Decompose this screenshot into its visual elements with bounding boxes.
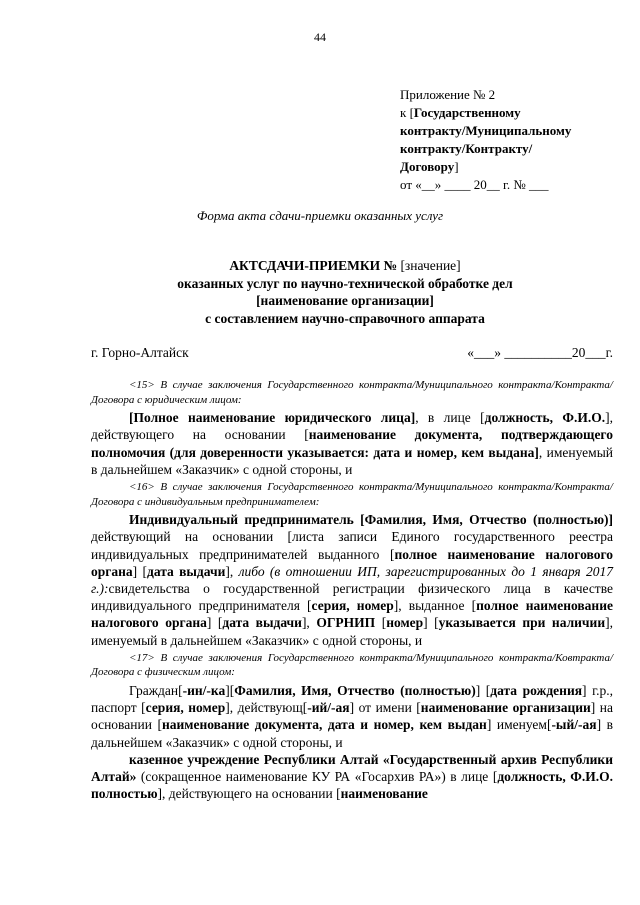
text-italic: либо (в отношении ИП, зарегистрированных до 1 января 2017 г.): bbox=[91, 563, 613, 596]
text-bold: -ий/-ая bbox=[307, 700, 350, 716]
paragraph-archive bbox=[91, 751, 613, 803]
title-line bbox=[80, 257, 610, 275]
text: ] [ bbox=[132, 563, 147, 579]
title-line: оказанных услуг по научно-технической обработке дел bbox=[177, 275, 513, 291]
appendix-line bbox=[400, 158, 615, 176]
text: ] [ bbox=[206, 615, 223, 631]
text-bold: -ый/-ая bbox=[551, 717, 597, 733]
appendix-text: к [ bbox=[400, 105, 414, 120]
text-bold: ОГРНИП bbox=[316, 615, 376, 631]
appendix-date-line: от «__» ____ 20__ г. № ___ bbox=[400, 177, 549, 192]
text-bold: серия, номер bbox=[145, 700, 226, 716]
text-bold: наименование документа, дата и номер, кем выдан bbox=[161, 717, 487, 733]
place: г. Горно-Алтайск bbox=[91, 345, 189, 360]
text: ], выданное [ bbox=[393, 598, 477, 614]
text: ] в дальнейшем «Заказчик» с одной стороны, и bbox=[91, 717, 613, 750]
text: ], именуемый в дальнейшем «Заказчик» с одной стороны, и bbox=[91, 615, 613, 648]
appendix-text: ] bbox=[454, 159, 459, 174]
text-bold: [Полное наименование юридического лица] bbox=[129, 410, 416, 426]
paragraph-legal-entity bbox=[91, 409, 613, 478]
footnote-15: <15> В случае заключения Государственного контракта/Муниципального контракта/Контракта/Договора с юридическим лицом: bbox=[91, 379, 613, 406]
text-bold: полное наименование налогового органа bbox=[91, 598, 613, 631]
text: [ bbox=[375, 615, 387, 631]
text: ], действующего на основании [ bbox=[91, 410, 613, 443]
appendix-line bbox=[400, 104, 615, 122]
appendix-bold-text: контракту/Контракту/ bbox=[400, 141, 533, 156]
text: ] именуем[ bbox=[486, 717, 552, 733]
title-text: АКТСДАЧИ-ПРИЕМКИ № bbox=[229, 258, 401, 273]
text: ], действующ[ bbox=[225, 700, 308, 716]
text-bold: дата выдачи bbox=[222, 615, 302, 631]
title-line: с составлением научно-справочного аппарата bbox=[205, 310, 485, 326]
text: ][ bbox=[225, 683, 235, 698]
text-bold: серия, номер bbox=[311, 598, 394, 614]
text: ] [ bbox=[423, 615, 439, 631]
footnote-17: <17> В случае заключения Государственного контракта/Муниципального контракта/Ковтракта/Договора с физическим лицом: bbox=[91, 651, 613, 679]
page-number: 44 bbox=[314, 30, 326, 44]
appendix-bold-text: Государственному bbox=[413, 105, 521, 120]
text-bold: Фамилия, Имя, Отчество (полностью) bbox=[234, 683, 476, 698]
appendix-bold-text: контракту/Муниципальному bbox=[400, 123, 572, 138]
text-bold: полное наименование налогового органа bbox=[91, 546, 613, 579]
text: ], bbox=[301, 615, 317, 631]
paragraph-individual bbox=[91, 682, 613, 751]
text-bold: наименование документа, подтверждающего полномочия (для доверенности указывается: дата и номер, кем выдана] bbox=[91, 427, 613, 460]
text: действующий на основании [листа записи Единого государственного реестра индивидуальных предпринимателей выданного [ bbox=[91, 529, 613, 562]
text: ], действующего на основании [ bbox=[157, 786, 341, 802]
text: Граждан[ bbox=[129, 683, 183, 698]
appendix-line bbox=[400, 122, 615, 140]
document-body bbox=[91, 378, 613, 802]
appendix-line bbox=[400, 140, 615, 158]
text-bold: указывается при наличии bbox=[438, 615, 606, 631]
text-bold: казенное учреждение Республики Алтай «Государственный архив Республики Алтай» bbox=[91, 751, 613, 785]
text: ] г.р., паспорт [ bbox=[91, 683, 613, 716]
act-title bbox=[80, 257, 610, 327]
text-bold: дата рождения bbox=[490, 683, 583, 698]
footnote-16: <16> В случае заключения Государственного контракта/Муниципального контракта/Контракта/Договора с индивидуальным предпринимателем: bbox=[91, 481, 613, 508]
text-bold: наименование организации bbox=[420, 700, 591, 716]
text-bold: должность, Ф.И.О. bbox=[484, 410, 606, 426]
text: ] на основании [ bbox=[91, 700, 613, 733]
place-date-line bbox=[91, 345, 613, 361]
title-placeholder: [значение] bbox=[400, 258, 461, 273]
appendix-bold-text: Договору bbox=[400, 159, 455, 174]
text-bold: наименование bbox=[340, 786, 428, 802]
paragraph-entrepreneur bbox=[91, 511, 613, 649]
act-date: «___» __________20___г. bbox=[467, 345, 613, 360]
appendix-line: Приложение № 2 bbox=[400, 87, 496, 102]
text: ] [ bbox=[475, 683, 491, 698]
appendix-header bbox=[400, 86, 615, 194]
text-bold: -ин/-ка bbox=[182, 683, 226, 698]
form-caption: Форма акта сдачи-приемки оказанных услуг bbox=[196, 208, 444, 223]
text: ] от имени [ bbox=[349, 700, 421, 716]
title-line: [наименование организации] bbox=[256, 293, 434, 308]
text: , в лице [ bbox=[415, 410, 485, 426]
text-bold: Индивидуальный предприниматель [Фамилия, Имя, Отчество (полностью)] bbox=[129, 512, 613, 528]
text-bold: дата выдачи bbox=[147, 563, 226, 579]
text: свидетельства о государственной регистрации физического лица в качестве индивидуального предпринимателя [ bbox=[91, 581, 613, 614]
text: (сокращенное наименование КУ РА «Госархив РА») в лице [ bbox=[136, 769, 498, 785]
text-bold: должность, Ф.И.О. полностью bbox=[91, 769, 614, 802]
text: , именуемый в дальнейшем «Заказчик» с одной стороны, и bbox=[91, 444, 613, 477]
text-bold: номер bbox=[386, 615, 424, 631]
text: ], bbox=[225, 563, 239, 579]
